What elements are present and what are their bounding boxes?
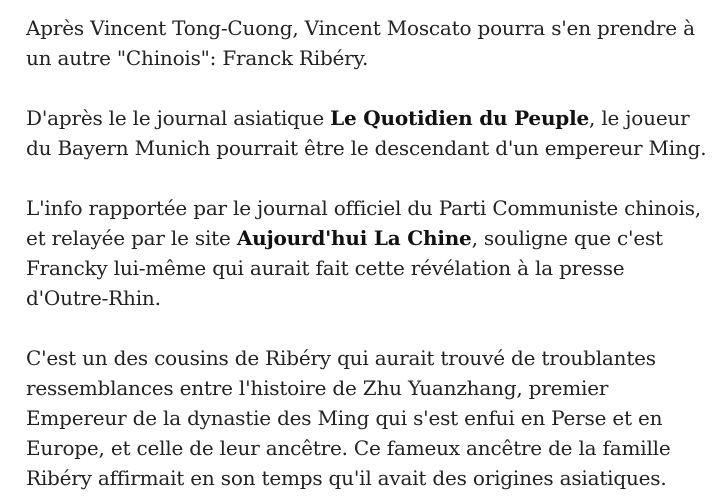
paragraph-relay-text-after: , souligne que c'est Francky lui-même qui aurait fait cette révélation à la presse d'Outre-Rhin. bbox=[26, 226, 663, 310]
article-body bbox=[26, 13, 712, 493]
site-name-link[interactable]: Aujourd'hui La Chine bbox=[236, 226, 472, 250]
paragraph-ancestor bbox=[26, 343, 712, 493]
paragraph-intro-text: Après Vincent Tong-Cuong, Vincent Moscato pourra s'en prendre à un autre "Chinois": Franck Ribéry. bbox=[26, 16, 695, 70]
paragraph-ancestor-text: C'est un des cousins de Ribéry qui aurait trouvé de troublantes ressemblances entre l'histoire de Zhu Yuanzhang, premier Empereur de la dynastie des Ming qui s'est enfui en Perse et en Europe, et celle de leur ancêtre. Ce fameux ancêtre de la famille Ribéry affirmait en son temps qu'il avait des origines asiatiques. bbox=[26, 346, 671, 490]
paragraph-source-text-before: D'après le le journal asiatique bbox=[26, 106, 331, 130]
paragraph-intro bbox=[26, 13, 712, 73]
paragraph-source-text-after: , le joueur du Bayern Munich pourrait être le descendant d'un empereur Ming. bbox=[26, 106, 707, 160]
newspaper-name: Le Quotidien du Peuple bbox=[330, 106, 589, 130]
paragraph-relay-text-before: L'info rapportée par le journal officiel du Parti Communiste chinois, et relayée par le site bbox=[26, 196, 701, 250]
paragraph-source bbox=[26, 103, 712, 163]
paragraph-relay bbox=[26, 193, 712, 313]
